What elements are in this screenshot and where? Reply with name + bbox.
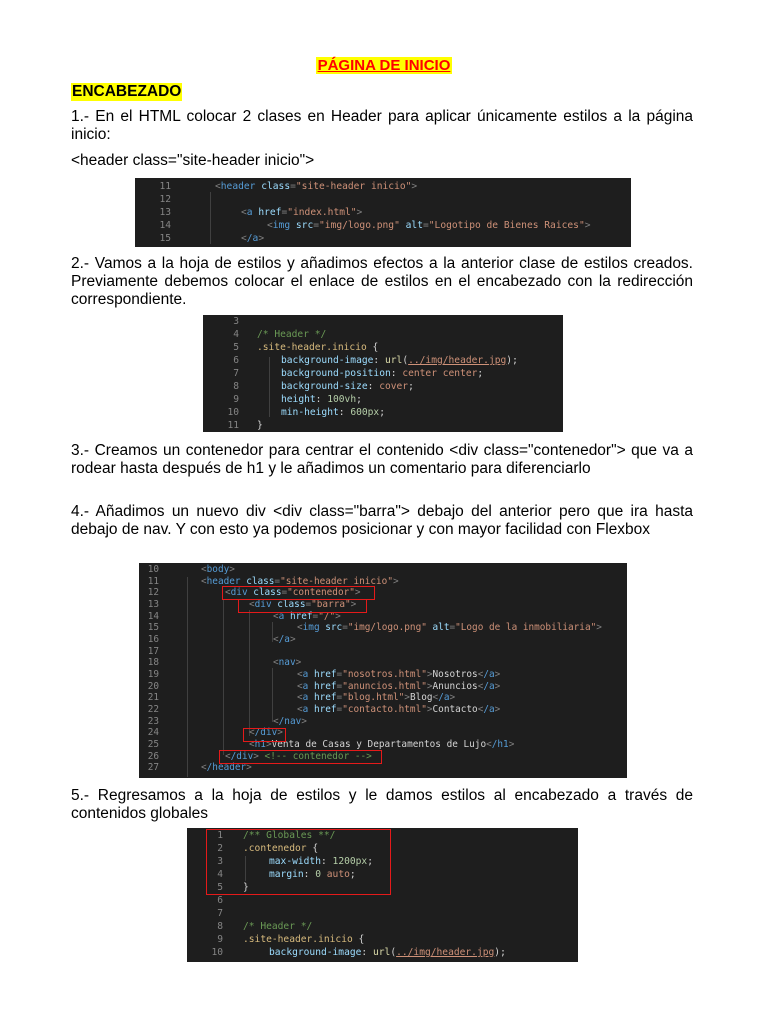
code-screenshot-3 bbox=[139, 563, 627, 778]
code-line: background-size: cover; bbox=[281, 381, 414, 392]
line-number: 8 bbox=[233, 381, 239, 392]
code-line: background-position: center center; bbox=[281, 368, 484, 379]
line-number: 6 bbox=[217, 895, 223, 906]
page-title-text: PÁGINA DE INICIO bbox=[317, 57, 451, 74]
code-line: <div class="contenedor"> bbox=[225, 587, 361, 598]
line-number: 20 bbox=[147, 681, 159, 692]
line-number: 1 bbox=[217, 830, 223, 841]
line-number: 16 bbox=[147, 634, 159, 645]
paragraph-4: 4.- Añadimos un nuevo div <div class="barra"> debajo del anterior pero que ira hasta debajo de nav. Y con esto ya podemos posicionar y con mayor facilidad con Flexbox bbox=[71, 503, 693, 538]
code-screenshot-1 bbox=[135, 178, 631, 247]
code-line: <a href="blog.html">Blog</a> bbox=[297, 692, 456, 703]
paragraph-3: 3.- Creamos un contenedor para centrar el contenido <div class="contenedor"> que va a rodear hasta después de h1 y le añadimos un comentario para diferenciarlo bbox=[71, 442, 693, 477]
line-number: 18 bbox=[147, 657, 159, 668]
code-comment: /* Header */ bbox=[243, 921, 313, 932]
code-line: <header class="site-header inicio"> bbox=[201, 576, 399, 587]
code-line: </header> bbox=[201, 762, 252, 773]
line-number: 5 bbox=[233, 342, 239, 353]
line-number: 17 bbox=[147, 646, 159, 657]
code-line: background-image: url(../img/header.jpg); bbox=[281, 355, 518, 366]
code-line: .site-header.inicio { bbox=[257, 342, 379, 353]
code-line: <a href="nosotros.html">Nosotros</a> bbox=[297, 669, 501, 680]
code-line: <body> bbox=[201, 564, 235, 575]
code-line: <a href="anuncios.html">Anuncios</a> bbox=[297, 681, 501, 692]
paragraph-5: 5.- Regresamos a la hoja de estilos y le damos estilos al encabezado a través de contenidos globales bbox=[71, 787, 693, 822]
line-number: 14 bbox=[159, 220, 171, 231]
code-line: <nav> bbox=[273, 657, 302, 668]
line-number: 3 bbox=[217, 856, 223, 867]
annotation-box bbox=[206, 829, 391, 895]
annotation-box bbox=[222, 586, 375, 600]
line-number: 3 bbox=[233, 316, 239, 327]
paragraph-1-code-text: <header class="site-header inicio"> bbox=[71, 152, 315, 169]
code-line: margin: 0 auto; bbox=[269, 869, 356, 880]
line-number: 19 bbox=[147, 669, 159, 680]
code-line: height: 100vh; bbox=[281, 394, 362, 405]
line-number: 11 bbox=[159, 181, 171, 192]
line-number: 2 bbox=[217, 843, 223, 854]
line-number: 24 bbox=[147, 727, 159, 738]
line-number: 21 bbox=[147, 692, 159, 703]
line-number: 15 bbox=[147, 622, 159, 633]
code-line: .contenedor { bbox=[243, 843, 319, 854]
code-screenshot-4 bbox=[187, 828, 578, 962]
code-line: </a> bbox=[241, 233, 265, 244]
line-number: 10 bbox=[147, 564, 159, 575]
line-number: 5 bbox=[217, 882, 223, 893]
line-number: 6 bbox=[233, 355, 239, 366]
annotation-box bbox=[219, 750, 382, 764]
code-line: <img src="img/logo.png" alt="Logotipo de Bienes Raices"> bbox=[267, 220, 591, 231]
line-number: 23 bbox=[147, 716, 159, 727]
line-number: 7 bbox=[233, 368, 239, 379]
line-number: 12 bbox=[159, 194, 171, 205]
line-number: 22 bbox=[147, 704, 159, 715]
page-title bbox=[0, 57, 768, 75]
line-number: 27 bbox=[147, 762, 159, 773]
line-number: 4 bbox=[233, 329, 239, 340]
line-number: 9 bbox=[233, 394, 239, 405]
code-line: <img src="img/logo.png" alt="Logo de la inmobiliaria"> bbox=[297, 622, 602, 633]
paragraph-2: 2.- Vamos a la hoja de estilos y añadimos efectos a la anterior clase de estilos creados. Previamente debemos colocar el enlace de estilos en el encabezado con la redirección correspondiente. bbox=[71, 255, 693, 308]
line-number: 11 bbox=[147, 576, 159, 587]
code-line: min-height: 600px; bbox=[281, 407, 385, 418]
line-number: 25 bbox=[147, 739, 159, 750]
code-line: } bbox=[257, 420, 263, 431]
line-number: 12 bbox=[147, 587, 159, 598]
code-line: <h1>Venta de Casas y Departamentos de Lujo</h1> bbox=[249, 739, 515, 750]
line-number: 13 bbox=[159, 207, 171, 218]
code-line: max-width: 1200px; bbox=[269, 856, 373, 867]
code-line: <a href="contacto.html">Contacto</a> bbox=[297, 704, 501, 715]
code-line: .site-header.inicio { bbox=[243, 934, 365, 945]
code-screenshot-2 bbox=[203, 315, 563, 432]
annotation-box bbox=[238, 599, 367, 613]
code-line: </div> <!-- contenedor --> bbox=[225, 751, 372, 762]
paragraph-1: 1.- En el HTML colocar 2 clases en Header para aplicar únicamente estilos a la página inicio: bbox=[71, 108, 693, 143]
line-number: 11 bbox=[227, 420, 239, 431]
code-line: <div class="barra"> bbox=[249, 599, 357, 610]
line-number: 10 bbox=[227, 407, 239, 418]
code-line: } bbox=[243, 882, 249, 893]
code-line: <header class="site-header inicio"> bbox=[215, 181, 418, 192]
line-number: 7 bbox=[217, 908, 223, 919]
code-line: <a href="index.html"> bbox=[241, 207, 363, 218]
code-line: <a href="/"> bbox=[273, 611, 341, 622]
line-number: 26 bbox=[147, 751, 159, 762]
code-line: </a> bbox=[273, 634, 296, 645]
line-number: 9 bbox=[217, 934, 223, 945]
annotation-box bbox=[243, 728, 286, 742]
line-number: 15 bbox=[159, 233, 171, 244]
line-number: 8 bbox=[217, 921, 223, 932]
code-comment: /** Globales **/ bbox=[243, 830, 336, 841]
line-number: 10 bbox=[211, 947, 223, 958]
line-number: 4 bbox=[217, 869, 223, 880]
line-number: 13 bbox=[147, 599, 159, 610]
line-number: 14 bbox=[147, 611, 159, 622]
code-line: background-image: url(../img/header.jpg); bbox=[269, 947, 506, 958]
section-heading: ENCABEZADO bbox=[72, 83, 182, 100]
code-line: </div> bbox=[249, 727, 283, 738]
code-line: </nav> bbox=[273, 716, 307, 727]
code-comment: /* Header */ bbox=[257, 329, 327, 340]
